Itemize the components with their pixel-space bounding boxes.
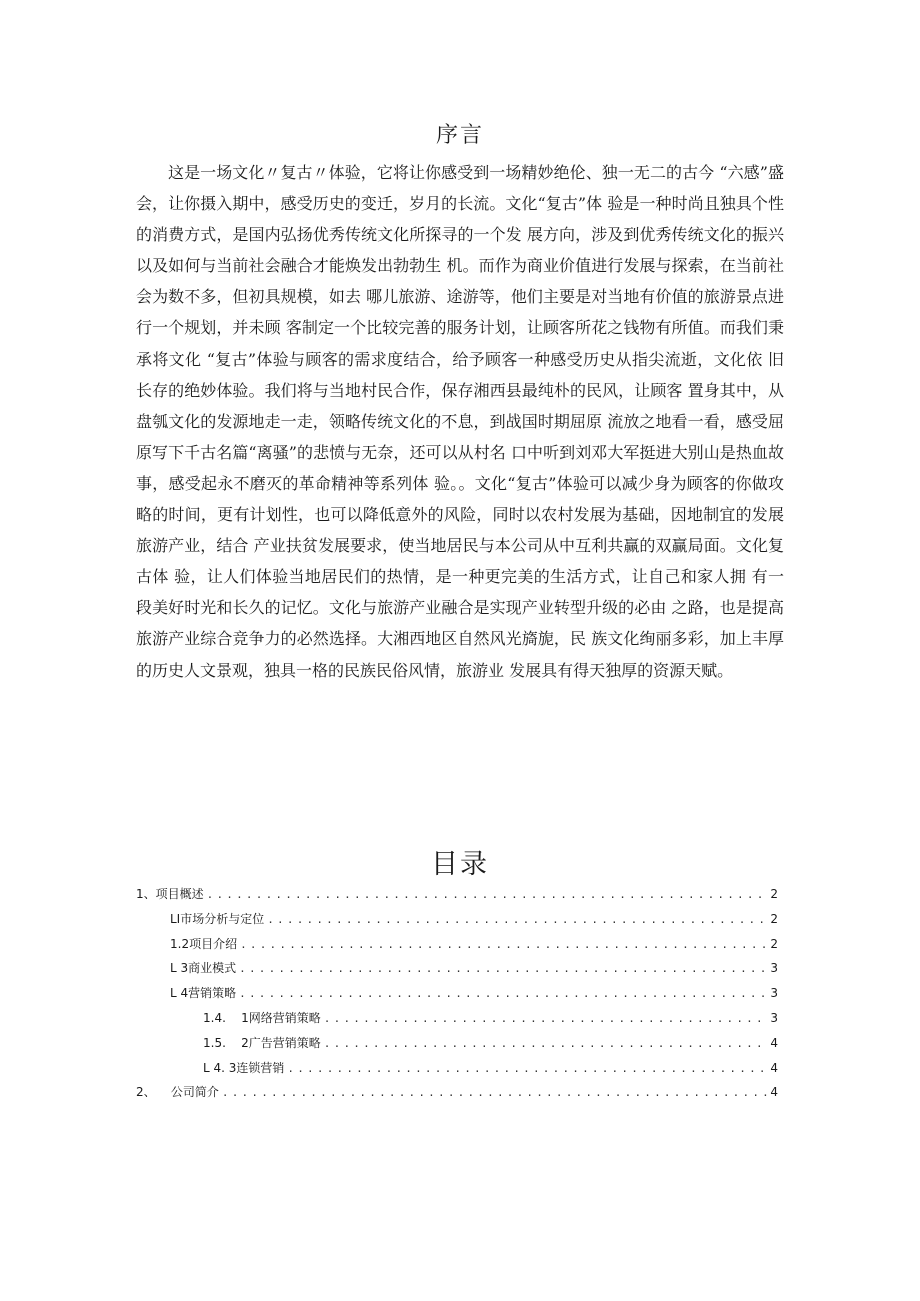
toc-entry-text: 2、 公司简介 [136,1085,219,1100]
toc-entry-text: 1.5. 2广告营销策略 [203,1035,321,1050]
toc-entry[interactable] [136,1034,778,1059]
toc-title: 目录 [431,849,489,880]
toc-entry-page: 3 [770,986,778,1001]
toc-entry[interactable] [136,1059,778,1084]
toc-leader-dots [324,1037,769,1050]
toc-leader-dots [207,888,769,901]
toc-leader-dots [324,1012,769,1025]
toc-entry[interactable] [136,959,778,984]
toc-entry-page: 3 [770,1010,778,1025]
toc-leader-dots [267,913,768,926]
toc-entry-page: 4 [770,1060,778,1075]
toc-leader-dots [240,938,768,951]
preface-title: 序言 [435,123,484,148]
toc-entry-page: 3 [770,961,778,976]
toc-entry-text: 1.2项目介绍 [170,936,238,951]
toc-entry[interactable] [136,910,778,935]
toc-entry-page: 2 [770,911,778,926]
toc-leader-dots [239,962,768,975]
toc-entry-text: 1、项目概述 [136,887,204,901]
toc-entry[interactable] [136,1009,778,1034]
table-of-contents [136,885,778,1108]
toc-entry-page: 2 [770,887,778,901]
toc-entry[interactable] [136,885,778,910]
toc-entry-page: 4 [770,1085,778,1100]
toc-entry-text: 1.4. 1网络营销策略 [203,1010,321,1025]
toc-entry-text: L 4. 3连锁营销 [203,1060,285,1075]
toc-entry[interactable] [136,935,778,960]
toc-entry-text: L 3商业模式 [170,961,237,976]
toc-entry[interactable] [136,984,778,1009]
toc-entry-page: 2 [770,936,778,951]
toc-entry[interactable] [136,1083,778,1108]
toc-leader-dots [287,1062,768,1075]
toc-entry-text: L 4营销策略 [170,986,237,1001]
toc-entry-text: LI市场分析与定位 [170,911,265,926]
preface-body: 这是一场文化〃复古〃体验，它将让你感受到一场精妙绝伦、独一无二的古今 “六感”盛会，让你摄入期中，感受历史的变迁，岁月的长流。文化“复古”体 验是一种时尚且独具个性的消费方式，是国内弘扬优秀传统文化所探寻的一个发 展方向，涉及到优秀传统文化的振兴以及如何与当前社会融合才能焕发出勃勃生 机。而作为商业价值进行发展与探索，在当前社会为数不多，但初具规模，如去 哪儿旅游、途游等，他们主要是对当地有价值的旅游景点进行一个规划，并未顾 客制定一个比较完善的服务计划，让顾客所花之钱物有所值。而我们秉承将文化 “复古”体验与顾客的需求度结合，给予顾客一种感受历史从指尖流逝，文化依 旧长存的绝妙体验。我们将与当地村民合作，保存湘西县最纯朴的民风，让顾客 置身其中，从盘瓠文化的发源地走一走，领略传统文化的不息，到战国时期屈原 流放之地看一看，感受屈原写下千古名篇“离骚”的悲愤与无奈，还可以从村名 口中听到刘邓大军挺进大别山是热血故事，感受起永不磨灭的革命精神等系列体 验。。文化“复古”体验可以减少身为顾客的你做攻略的时间，更有计划性，也可以降低意外的风险，同时以农村发展为基础，因地制宜的发展旅游产业，结合 产业扶贫发展要求，使当地居民与本公司从中互利共赢的双赢局面。文化复古体 验，让人们体验当地居民们的热情，是一种更完美的生活方式，让自己和家人拥 有一段美好时光和长久的记忆。文化与旅游产业融合是实现产业转型升级的必由 之路，也是提高旅游产业综合竞争力的必然选择。大湘西地区自然风光旖旎，民 族文化绚丽多彩，加上丰厚的历史人文景观，独具一格的民族民俗风情，旅游业 发展具有得天独厚的资源天赋。 [136,163,784,680]
toc-leader-dots [239,987,768,1000]
toc-leader-dots [222,1086,768,1099]
toc-entry-page: 4 [770,1035,778,1050]
